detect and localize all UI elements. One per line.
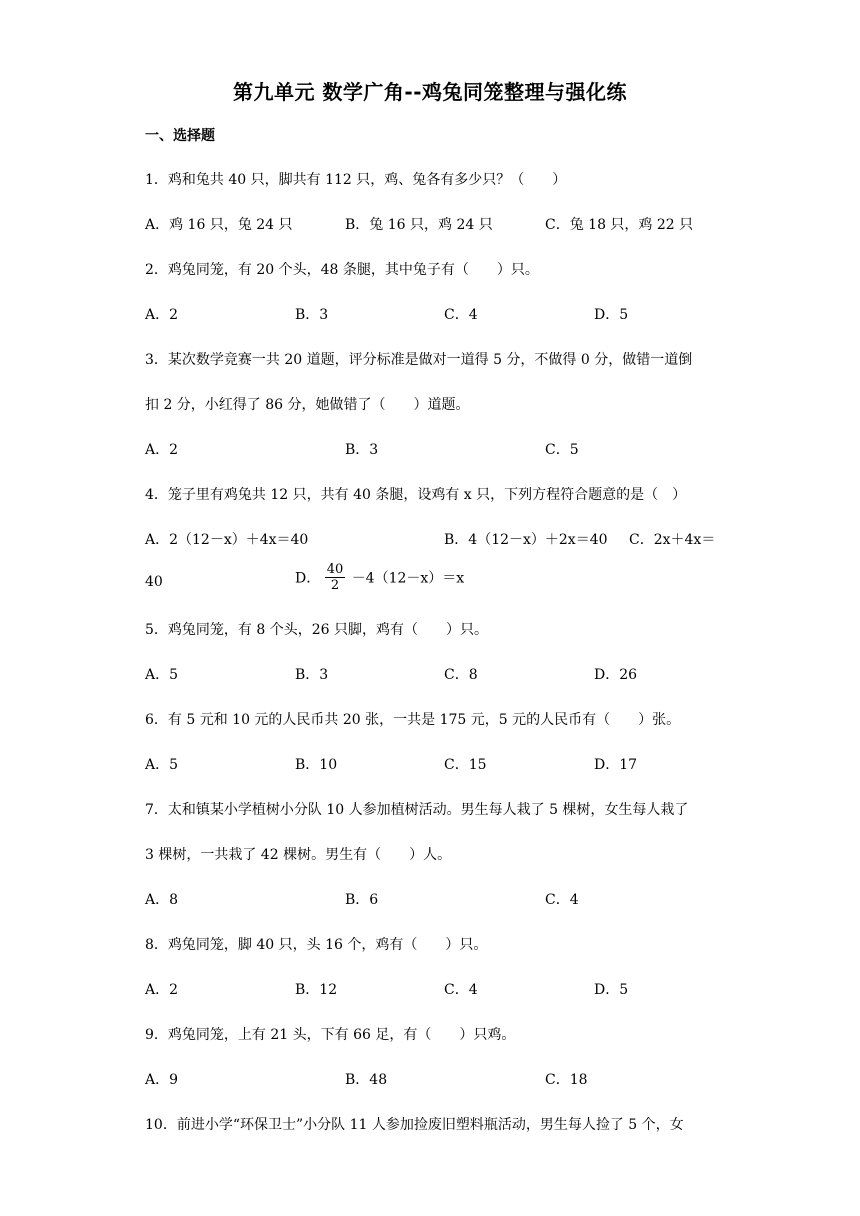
q4-option-d: [295, 562, 464, 593]
question-10: 10．前进小学“环保卫士”小分队 11 人参加捡废旧塑料瓶活动，男生每人捡了 5 个，女: [145, 1117, 684, 1133]
question-5: 5．鸡兔同笼，有 8 个头，26 只脚，鸡有（ ）只。: [145, 622, 488, 638]
q5-option-d: D．26: [594, 667, 638, 683]
q1-option-a: A．鸡 16 只，兔 24 只: [145, 217, 293, 233]
q2-option-c: C．4: [444, 307, 478, 323]
question-7-line-2: 3 棵树，一共栽了 42 棵树。男生有（ ）人。: [145, 847, 452, 863]
question-1: 1．鸡和兔共 40 只，脚共有 112 只，鸡、兔各有多少只？（ ）: [145, 172, 567, 188]
q7-option-c: C．4: [545, 892, 579, 908]
q9-option-b: B．48: [345, 1072, 388, 1088]
question-4: 4．笼子里有鸡兔共 12 只，共有 40 条腿，设鸡有 x 只，下列方程符合题意的是（ ）: [145, 487, 687, 503]
q3-option-b: B．3: [345, 442, 379, 458]
fraction: [325, 562, 346, 593]
q6-option-a: A．5: [145, 757, 179, 773]
q8-option-a: A．2: [145, 982, 179, 998]
q7-option-b: B．6: [345, 892, 379, 908]
q4-option-b: B．4（12－x）＋2x＝40: [444, 532, 608, 548]
q4-option-a: A．2（12－x）＋4x＝40: [145, 532, 309, 548]
q5-option-c: C．8: [444, 667, 478, 683]
section-heading: 一、选择题: [145, 128, 215, 144]
question-6: 6．有 5 元和 10 元的人民币共 20 张，一共是 175 元，5 元的人民币有（ ）张。: [145, 712, 681, 728]
q2-option-a: A．2: [145, 307, 179, 323]
q1-option-b: B．兔 16 只，鸡 24 只: [345, 217, 493, 233]
question-2: 2．鸡兔同笼，有 20 个头，48 条腿，其中兔子有（ ）只。: [145, 262, 539, 278]
question-8: 8．鸡兔同笼，脚 40 只，头 16 个，鸡有（ ）只。: [145, 937, 488, 953]
q8-option-c: C．4: [444, 982, 478, 998]
q9-option-a: A．9: [145, 1072, 179, 1088]
q4-option-d-label: D．: [295, 570, 321, 587]
q6-option-d: D．17: [594, 757, 638, 773]
q8-option-d: D．5: [594, 982, 629, 998]
q2-option-b: B．3: [295, 307, 329, 323]
q8-option-b: B．12: [295, 982, 338, 998]
q9-option-c: C．18: [545, 1072, 588, 1088]
q5-option-b: B．3: [295, 667, 329, 683]
q4-option-c: C．2x＋4x＝: [629, 532, 716, 548]
fraction-numerator: 40: [326, 562, 344, 577]
q3-option-a: A．2: [145, 442, 179, 458]
q6-option-c: C．15: [444, 757, 487, 773]
question-7-line-1: 7．太和镇某小学植树小分队 10 人参加植树活动。男生每人栽了 5 棵树，女生每人栽了: [145, 802, 689, 818]
question-3-line-2: 扣 2 分，小红得了 86 分，她做错了（ ）道题。: [145, 397, 470, 413]
q1-option-c: C．兔 18 只，鸡 22 只: [545, 217, 694, 233]
q4-option-c-continued: 40: [145, 574, 163, 590]
q7-option-a: A．8: [145, 892, 179, 908]
q2-option-d: D．5: [594, 307, 629, 323]
q3-option-c: C．5: [545, 442, 579, 458]
q6-option-b: B．10: [295, 757, 338, 773]
q5-option-a: A．5: [145, 667, 179, 683]
page-title: 第九单元 数学广角--鸡兔同笼整理与强化练: [232, 80, 628, 104]
question-9: 9．鸡兔同笼，上有 21 头，下有 66 足，有（ ）只鸡。: [145, 1027, 516, 1043]
q4-option-d-expression: －4（12－x）＝x: [351, 570, 465, 587]
question-3-line-1: 3．某次数学竞赛一共 20 道题，评分标准是做对一道得 5 分，不做得 0 分，做错一道倒: [145, 352, 693, 368]
fraction-denominator: 2: [330, 578, 340, 593]
